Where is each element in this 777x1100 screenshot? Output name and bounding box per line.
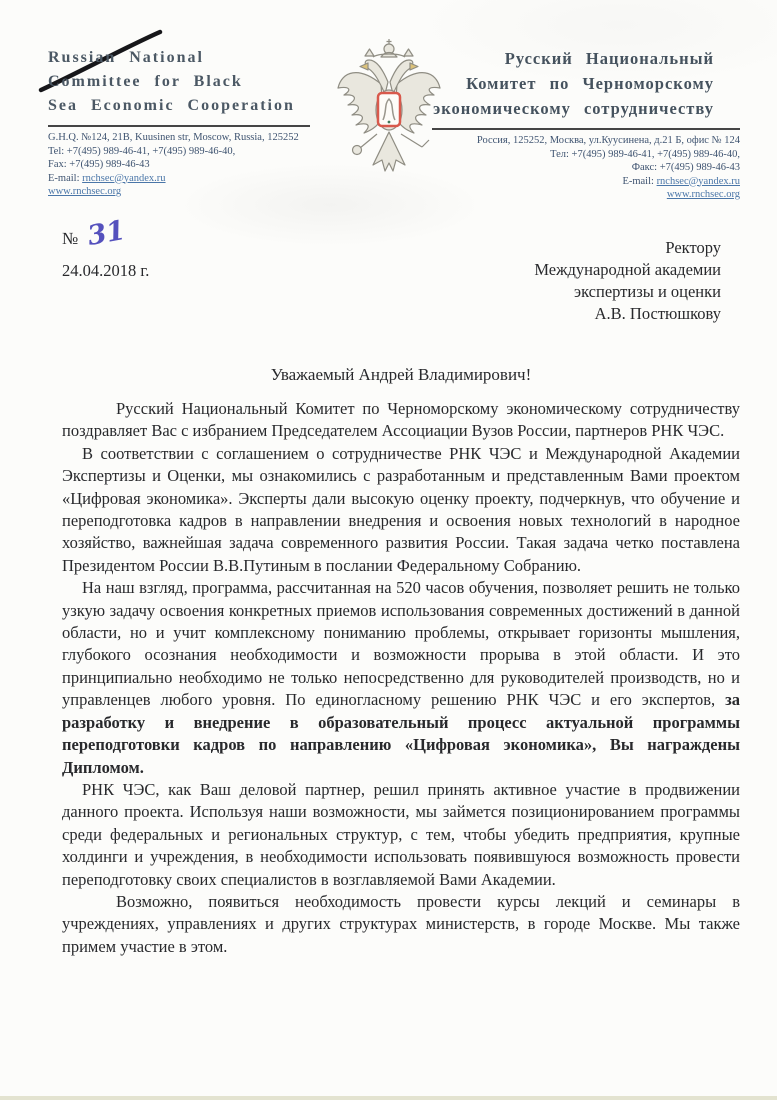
org-title-en bbox=[48, 46, 310, 118]
phone-line: Тел: +7(495) 989-46-41, +7(495) 989-46-40, bbox=[550, 148, 740, 160]
paragraph-text: Возможно, появиться необходимость провести курсы лекций и семинары в учреждениях, управлениях и других структурах министерств, в городе Москве. Мы также примем участие в этом. bbox=[62, 891, 740, 956]
scan-bottom-edge bbox=[0, 1096, 777, 1100]
paragraph bbox=[62, 443, 740, 577]
letterhead-russian-block bbox=[432, 46, 740, 202]
website-link: www.rnchsec.org bbox=[48, 186, 122, 197]
paragraph bbox=[62, 577, 740, 779]
letter-body bbox=[62, 398, 740, 958]
org-title-ru-line: Русский Национальный bbox=[504, 49, 714, 68]
paragraph-text: Русский Национальный Комитет по Черноморскому экономическому сотрудничеству поздравляет Вас с избранием Председателем Ассоциации Вузов России, партнеров РНК ЧЭС. bbox=[62, 399, 740, 441]
email-label: E-mail: bbox=[48, 172, 83, 184]
paragraph bbox=[62, 779, 740, 891]
org-title-ru-line: экономическому сотрудничеству bbox=[433, 99, 714, 118]
org-title-ru-line: Комитет по Черноморскому bbox=[466, 74, 714, 93]
contact-block-ru bbox=[432, 134, 740, 202]
paragraph-text: На наш взгляд, программа, рассчитанная на 520 часов обучения, позволяет решить не только узкую задачу освоения конкретных приемов использования современных достижений в данной области, но и учит комплексному пониманию проблемы, открывает горизонты мышления, глубокого осознания необходимости и возможности прорыва в этой области. И это принципиально необходимо не только непосредственно для руководителей производств, но и управленцев любого уровня. По единогласному решению РНК ЧЭС и его экспертов, bbox=[62, 578, 740, 710]
org-title-ru bbox=[432, 46, 740, 121]
address-line: G.H.Q. №124, 21B, Kuusinen str, Moscow, Russia, 125252 bbox=[48, 132, 299, 143]
org-title-en-line: Russian National bbox=[48, 49, 204, 66]
email-label: E-mail: bbox=[622, 175, 657, 187]
address-line: Россия, 125252, Москва, ул.Куусинена, д.21 Б, офис № 124 bbox=[476, 135, 740, 146]
email-link: rnchsec@yandex.ru bbox=[82, 172, 166, 184]
russian-coat-of-arms-icon bbox=[329, 36, 449, 188]
contact-block-en bbox=[48, 131, 310, 199]
paragraph bbox=[62, 398, 740, 443]
email-link: rnchsec@yandex.ru bbox=[656, 175, 740, 187]
paragraph-bold-text: за разработку и внедрение в образовательный процесс актуальной программы переподготовки кадров по направлению «Цифровая экономика», Вы награждены Дипломом. bbox=[62, 690, 740, 777]
letterhead-divider bbox=[432, 128, 740, 130]
website-link: www.rnchsec.org bbox=[666, 189, 740, 200]
letterhead-english-block bbox=[48, 46, 310, 199]
email-row bbox=[432, 175, 740, 189]
fax-line: Факс: +7(495) 989-46-43 bbox=[631, 162, 740, 173]
recipient-line: Ректору bbox=[665, 238, 721, 257]
salutation: Уважаемый Андрей Владимирович! bbox=[270, 365, 532, 384]
phone-line: Tel: +7(495) 989-46-41, +7(495) 989-46-40, bbox=[48, 145, 236, 157]
recipient-line: Международной академии bbox=[534, 260, 721, 279]
org-title-en-line: Sea Economic Cooperation bbox=[48, 97, 295, 114]
letterhead-divider bbox=[48, 125, 310, 127]
recipient-block bbox=[534, 237, 721, 325]
paragraph bbox=[62, 891, 740, 958]
fax-line: Fax: +7(495) 989-46-43 bbox=[48, 159, 150, 170]
doc-date: 24.04.2018 г. bbox=[62, 261, 150, 280]
doc-number-handwritten: 31 bbox=[85, 215, 128, 253]
doc-number-row bbox=[62, 215, 128, 253]
paragraph-text: РНК ЧЭС, как Ваш деловой партнер, решил принять активное участие в продвижении данного проекта. Используя наши возможности, мы займется позиционированием программы среди федеральных и региональных структур, с тем, чтобы убедить предприятия, крупные холдинги и учреждения, в необходимости использовать появившуюся возможность провести переподготовку своих специалистов в возглавляемой Вами Академии. bbox=[62, 779, 740, 889]
paragraph-text: В соответствии с соглашением о сотрудничестве РНК ЧЭС и Международной Академии Экспертизы и Оценки, мы ознакомились с разработанным и представленным Вами проектом «Цифровая экономика». Эксперты дали высокую оценку проекту, подчеркнув, что обучение и переподготовка кадров в направлении внедрения и освоения новых технологий в народное хозяйство, важнейшая задача современного развития России. Такая задача четко поставлена Президентом России В.В.Путиным в послании Федеральному Собранию. bbox=[62, 443, 740, 575]
recipient-line: экспертизы и оценки bbox=[573, 282, 721, 301]
recipient-line: А.В. Постюшкову bbox=[594, 304, 721, 323]
email-row bbox=[48, 172, 310, 186]
doc-number-label: № bbox=[62, 229, 79, 248]
org-title-en-line: Committee for Black bbox=[48, 73, 243, 90]
